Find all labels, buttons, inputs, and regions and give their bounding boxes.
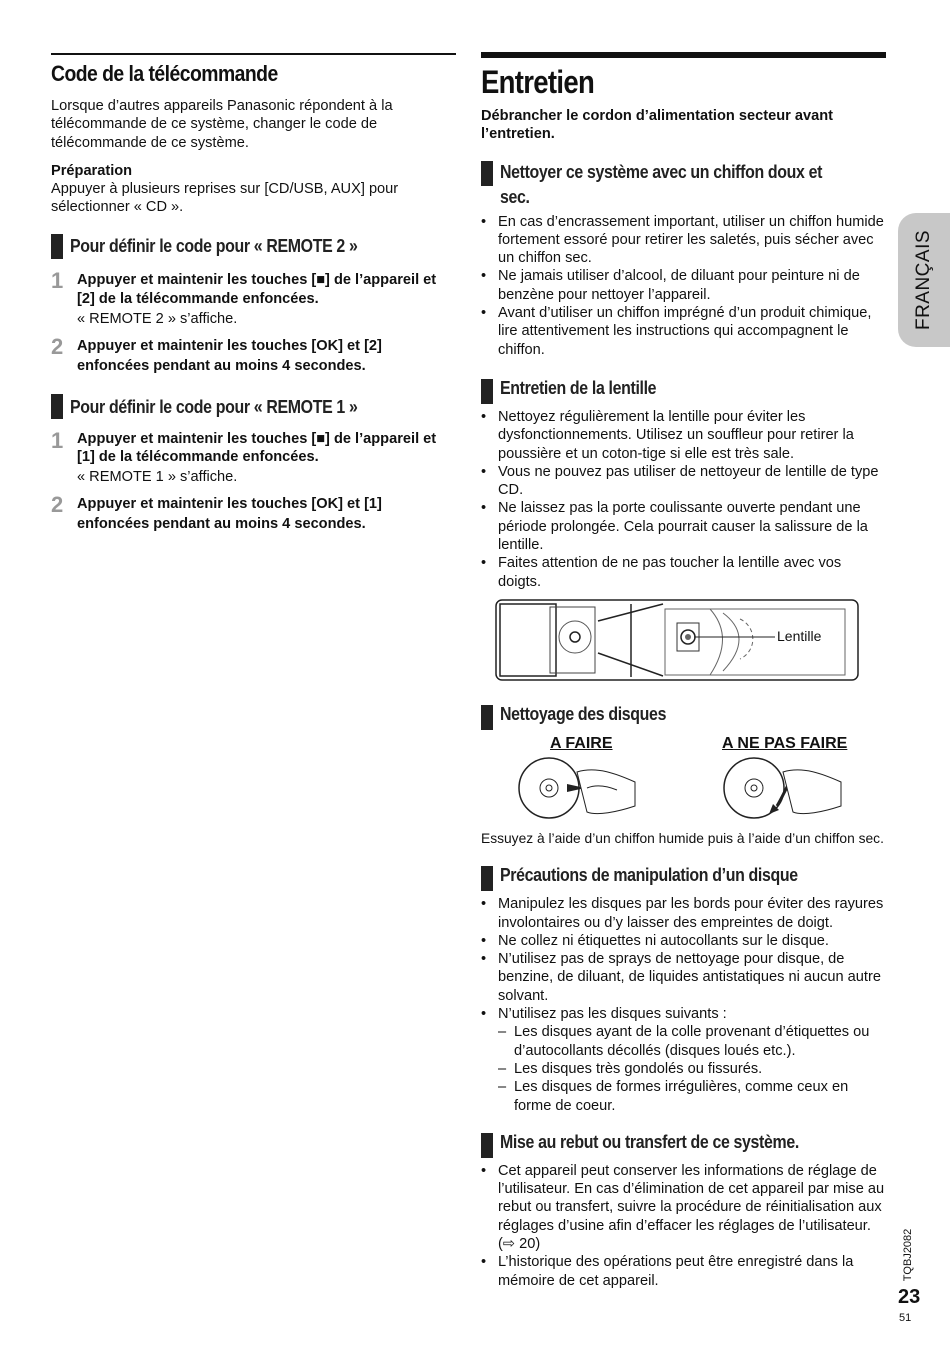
list-item: • Ne collez ni étiquettes ni autocollants sur le disque. bbox=[481, 932, 886, 950]
dont-label: A NE PAS FAIRE bbox=[722, 734, 848, 752]
right-column bbox=[481, 52, 886, 1302]
step-number: 2 bbox=[51, 334, 64, 360]
remote1-step-1 bbox=[51, 428, 456, 486]
heading-bar bbox=[481, 379, 493, 404]
language-tab bbox=[898, 213, 950, 347]
page-number: 23 bbox=[898, 1286, 921, 1308]
right-top-rule bbox=[481, 52, 886, 58]
subheading-cloth-text: Nettoyer ce système avec un chiffon doux et sec. bbox=[500, 160, 823, 207]
preparation-label: Préparation bbox=[51, 162, 133, 179]
step-number: 1 bbox=[51, 428, 64, 454]
doc-code-text: TQBJ2082 bbox=[902, 1228, 914, 1282]
subheading-disposal-text: Mise au rebut ou transfert de ce système. bbox=[500, 1130, 799, 1152]
subheading-remote2-text: Pour définir le code pour « REMOTE 2 » bbox=[70, 235, 358, 257]
sub-list-item: – Les disques ayant de la colle provenant d’étiquettes ou d’autocollants décollés (disques loués etc.). bbox=[498, 1023, 886, 1060]
list-item: • En cas d’encrassement important, utiliser un chiffon humide fortement essoré pour retirer les saletés, puis sécher avec un chiffon sec. bbox=[481, 213, 886, 268]
list-item bbox=[481, 1005, 886, 1115]
sub-list-item: – Les disques de formes irrégulières, comme ceux en forme de coeur. bbox=[498, 1078, 886, 1115]
subheading-remote2 bbox=[51, 234, 456, 259]
list-item: • Nettoyez régulièrement la lentille pour éviter les dysfonctionnements. Utilisez un souffleur pour retirer la poussière et un coton-tige si elle est très sale. bbox=[481, 408, 886, 463]
remote1-step-2 bbox=[51, 492, 456, 534]
step-note: « REMOTE 1 » s’affiche. bbox=[77, 469, 238, 486]
subheading-handling-text: Précautions de manipulation d’un disque bbox=[500, 864, 798, 886]
step-instruction: Appuyer et maintenir les touches [■] de l’appareil et [1] de la télécommande enfoncées. bbox=[77, 431, 437, 465]
list-item: • Manipulez les disques par les bords pour éviter des rayures involontaires ou d’y laisser des empreintes de doigt. bbox=[481, 895, 886, 932]
remote2-step-1 bbox=[51, 267, 456, 328]
subheading-lens-text: Entretien de la lentille bbox=[500, 376, 657, 398]
step-number: 2 bbox=[51, 492, 64, 518]
preparation-text: Appuyer à plusieurs reprises sur [CD/USB, AUX] pour sélectionner « CD ». bbox=[51, 181, 399, 216]
list-item: • Avant d’utiliser un chiffon imprégné d’un produit chimique, lire attentivement les instructions qui accompagnent le chiffon. bbox=[481, 304, 886, 359]
section-title-remote-code: Code de la télécommande bbox=[51, 61, 278, 86]
subheading-remote1-text: Pour définir le code pour « REMOTE 1 » bbox=[70, 395, 358, 417]
subheading-discs-text: Nettoyage des disques bbox=[500, 702, 667, 724]
list-item: • Cet appareil peut conserver les informations de réglage de l’utilisateur. En cas d’élimination de cet appareil par mise au rebut ou transfert, suivre la procédure de réinitialisation aux réglages d’usine afin d’effacer les réglages de l’utilisateur. (⇨ 20) bbox=[481, 1162, 886, 1253]
lens-figure bbox=[495, 599, 875, 683]
cloth-list bbox=[481, 213, 886, 359]
disc-do bbox=[519, 758, 635, 818]
list-item-text: N’utilisez pas les disques suivants : bbox=[498, 1006, 727, 1023]
subheading-remote1 bbox=[51, 394, 456, 419]
left-top-rule bbox=[51, 53, 456, 87]
heading-bar bbox=[481, 866, 493, 891]
handling-list bbox=[481, 895, 886, 1115]
unsuitable-discs-list bbox=[498, 1023, 886, 1114]
disc-dont bbox=[724, 758, 841, 818]
list-item: • Ne laissez pas la porte coulissante ouverte pendant une période prolongée. Cela pourrait causer la salissure de la lentille. bbox=[481, 499, 886, 554]
lens-list bbox=[481, 408, 886, 591]
step-number: 1 bbox=[51, 267, 64, 293]
page-sub-number: 51 bbox=[899, 1312, 912, 1324]
left-column bbox=[51, 53, 456, 543]
step-instruction: Appuyer et maintenir les touches [OK] et [2] enfoncées pendant au moins 4 secondes. bbox=[77, 338, 382, 374]
heading-bar bbox=[481, 1133, 493, 1158]
heading-bar bbox=[481, 705, 493, 730]
list-item: • N’utilisez pas de sprays de nettoyage pour disque, de benzine, de diluant, de liquides antistatiques ni aucun autre solvant. bbox=[481, 950, 886, 1005]
heading-bar bbox=[51, 234, 63, 259]
section-title-maintenance: Entretien bbox=[481, 64, 595, 100]
list-item: • Vous ne pouvez pas utiliser de nettoyeur de lentille de type CD. bbox=[481, 463, 886, 500]
doc-code bbox=[888, 1225, 928, 1285]
disc-cleaning-figure bbox=[481, 734, 886, 826]
unplug-warning: Débrancher le cordon d’alimentation secteur avant l’entretien. bbox=[481, 108, 833, 143]
heading-bar bbox=[481, 161, 493, 186]
list-item: • L’historique des opérations peut être enregistré dans la mémoire de cet appareil. bbox=[481, 1253, 886, 1290]
step-instruction: Appuyer et maintenir les touches [OK] et [1] enfoncées pendant au moins 4 secondes. bbox=[77, 496, 382, 532]
disc-cleaning-caption: Essuyez à l’aide d’un chiffon humide puis à l’aide d’un chiffon sec. bbox=[481, 830, 884, 846]
step-instruction: Appuyer et maintenir les touches [■] de l’appareil et [2] de la télécommande enfoncées. bbox=[77, 271, 437, 308]
subheading-cloth bbox=[481, 159, 886, 209]
disposal-list bbox=[481, 1162, 886, 1290]
subheading-lens bbox=[481, 377, 886, 404]
list-item: • Faites attention de ne pas toucher la lentille avec vos doigts. bbox=[481, 554, 886, 591]
lens-label: Lentille bbox=[777, 627, 822, 644]
subheading-discs bbox=[481, 703, 886, 730]
disc-illustrations bbox=[517, 756, 847, 826]
subheading-disposal bbox=[481, 1131, 886, 1158]
step-note: « REMOTE 2 » s’affiche. bbox=[77, 310, 238, 327]
subheading-handling bbox=[481, 864, 886, 891]
list-item: • Ne jamais utiliser d’alcool, de diluant pour peinture ni de benzène pour nettoyer l’appareil. bbox=[481, 267, 886, 304]
intro-text: Lorsque d’autres appareils Panasonic répondent à la télécommande de ce système, changer le code de télécommande de ce système. bbox=[51, 98, 393, 151]
remote2-step-2 bbox=[51, 334, 456, 376]
heading-bar bbox=[51, 394, 63, 419]
do-label: A FAIRE bbox=[550, 734, 613, 752]
sub-list-item: – Les disques très gondolés ou fissurés. bbox=[498, 1060, 886, 1078]
language-tab-label: FRANÇAIS bbox=[913, 229, 934, 331]
